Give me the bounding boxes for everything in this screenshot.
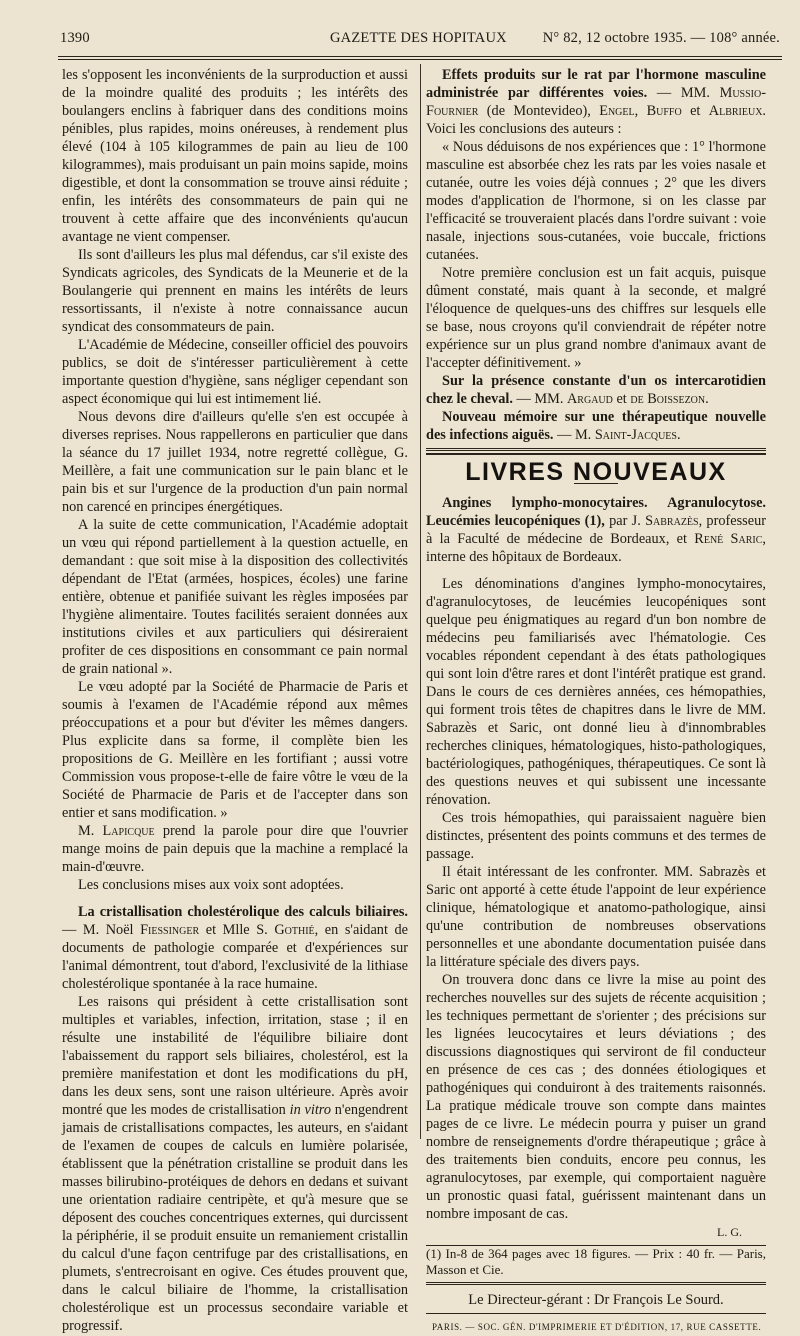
author-name: Saint-Jacques [594, 427, 677, 443]
running-header [60, 30, 780, 54]
author-name: Argaud [566, 391, 613, 407]
text-run: . [676, 427, 681, 443]
paragraph [62, 993, 408, 1335]
communication-entry [62, 903, 408, 993]
text-run: Les raisons qui président à cette cristallisation sont multiples et variables, infection, irritation, stase ; il en résulte une instabilité de l'équilibre biliaire dont l'abaissement du rapport sels biliaires, cholestérol, est la première manifestation et dont les modifications du pH, dans les deux sens, sont une raison ultérieure. Après avoir montré que les modes de cristallisation [62, 994, 408, 1118]
author-name: Sabrazès [645, 513, 699, 529]
text-run: (de Montevideo), [478, 103, 600, 119]
section-heading: LIVRES NOUVEAUX [465, 458, 727, 486]
footer-rule [426, 1282, 766, 1285]
author-name: Gothié [274, 922, 315, 938]
paragraph: Les dénominations d'angines lympho-monocytaires, d'agranulocytoses, de leucémies leucopéniques sont quelque peu énigmatiques au regard d'un bon nombre de médecins peu familiarisés avec l'hématologie. Ces vocables répondent cependant à des états pathologiques qui sont loin d'être rares et dont l'intérêt pratique est grand. Dans le cours de ces dernières années, ces hémopathies, qui forment trois têtes de chapitres dans le livre de MM. Sabrazès et Saric, ont donné lieu à d'innombrables recherches cliniques, hématologiques, histo-pathologiques, bactériologiques, pathogéniques, thérapeutiques. Ce sont là des questions neuves et qui subissent une incessante rénovation. [426, 576, 766, 808]
author-name: René Saric [694, 531, 763, 547]
footnote: (1) In-8 de 364 pages avec 18 figures. — Prix : 40 fr. — Paris, Masson et Cie. [426, 1246, 766, 1277]
text-run: par J. [604, 513, 646, 529]
author-name: Buffo [646, 103, 682, 119]
book-entry [426, 494, 766, 566]
communication-title: La cristallisation cholestérolique des calculs biliaires. [78, 904, 408, 920]
paragraph: Ces trois hémopathies, qui paraissaient naguère bien distinctes, présentent des points communs et des termes de passage. [426, 810, 766, 862]
section-rule [426, 453, 766, 455]
text-run: , professeur à la Faculté de médecine de Bordeaux, et [426, 513, 766, 547]
author-name: de Boissezon [630, 391, 706, 407]
author-name: Engel [599, 103, 635, 119]
text-run: — MM. [647, 85, 720, 101]
spacer [426, 566, 766, 575]
author-name: Fiessinger [140, 922, 200, 938]
director-line: Le Directeur-gérant : Dr François Le Sourd. [468, 1292, 724, 1308]
text-run: , interne des hôpitaux de Bordeaux. [426, 531, 766, 565]
paragraph: Les conclusions mises aux voix sont adoptées. [78, 877, 344, 893]
text-run: , en s'aidant de documents de pathologie comparée et d'expériences sur l'animal démontrent, tout d'abord, l'exclusivité de la lithiase cholestérolique spontanée à la race humaine. [62, 922, 408, 992]
paragraph: Ils sont d'ailleurs les plus mal défendus, car s'il existe des Syndicats agricoles, des Syndicats de la Meunerie et de la Boulangerie qui prennent en mains les intérêts de leurs ressortissants, il n'existe à notre connaissance aucun syndicat des consommateurs de pain. [62, 247, 408, 335]
text-run: et Mlle S. [199, 922, 275, 938]
paragraph [62, 822, 408, 876]
paragraph: A la suite de cette communication, l'Académie adoptait un vœu qui répond partiellement à la question actuelle, en demandant : que soit mise à la disposition des collectivités dépendant de l'Etat (armées, hospices, écoles) une farine entière, obtenue et panifiée suivant les règles imposées par l'hygiène alimentaire. Toutes facilités seraient données aux institutions civiles et aux particuliers qui désireraient profiter de ces dispositions en consommant ce pain normal de grain national ». [62, 517, 408, 677]
communication-entry [426, 372, 766, 408]
paragraph: L'Académie de Médecine, conseiller officiel des pouvoirs publics, se doit de s'intéresser particulièrement à cette importante question d'hygiène, sans négliger cependant son aspect économique qui lui est intimement lié. [62, 337, 408, 407]
paragraph: Il était intéressant de les confronter. MM. Sabrazès et Saric ont apporté à cette étude l'appoint de leur expérience clinique, hématologique et anatomo-pathologique, ainsi qu'une contribution de nombreuses observations personnelles et une abondante documentation puisée dans la littérature spéciale des divers pays. [426, 864, 766, 970]
paragraph: Nous devons dire d'ailleurs qu'elle s'en est occupée à diverses reprises. Nous rappellerons en particulier que dans la séance du 17 juillet 1934, notre regretté collègue, G. Meillère, a fait une communication sur le pain blanc et le pain bis et sur l'urgence de la production d'un pain normal non carencé en principes énergétiques. [62, 409, 408, 515]
header-rule-second [58, 59, 782, 60]
paragraph: On trouvera donc dans ce livre la mise au point des recherches nouvelles sur des sujets de récente acquisition ; les techniques permettant de s'orienter ; des précisions sur les lignées leucocytaires et leurs déviations ; des discussions diagnostiques qui serviront de fil conducteur en présence de ces cas ; des données étiologiques et pathogéniques qui conduiront à des traitements raisonnés. La pratique médicale trouve son compte dans maintes pages de ce livre. Le médecin pourra y puiser un grand nombre de renseignements d'ordre thérapeutique ; grâce à des traitements bien conduits, encore peu connus, les agranulocytoses, par exemple, qui comportaient naguère un pronostic quasi fatal, guérissent maintenant dans un nombre imposant de cas. [426, 972, 766, 1222]
section-rule [426, 448, 766, 451]
author-name: M. Lapicque [78, 823, 155, 839]
text-run: . Voici les conclusions des auteurs : [426, 103, 766, 137]
text-run: . [705, 391, 709, 407]
paragraph-text: prend la parole pour dire que l'ouvrier mange moins de pain depuis que la machine a remplacé la main-d'œuvre. [62, 823, 408, 875]
footer-rule [426, 1313, 766, 1314]
spacer [62, 894, 408, 903]
header-rule [58, 56, 782, 57]
issue-info: N° 82, 12 octobre 1935. — 108° année. [542, 30, 780, 46]
italic-term: in vitro [289, 1102, 331, 1118]
communication-title: Nouveau mémoire sur une thérapeutique nouvelle des infections aiguës. [426, 409, 766, 443]
communication-title: Sur la présence constante d'un os intercarotidien chez le cheval. [426, 373, 766, 407]
text-run: et [612, 391, 631, 407]
text-run: — M. Noël [62, 922, 141, 938]
communication-entry [426, 66, 766, 138]
text-run: n'engendrent jamais de cristallisations compactes, les auteurs, en s'aidant de l'examen de coupes de calculs en lumière polarisée, établissent que la pénétration cristalline se produit dans les masses bilirubino-protéiques de dehors en dedans et suivant une orientation radiaire centripète, et qu'à mesure que se déposent des couches concentriques externes, qui durcissent la périphérie, il se produit ensuite un remaniement cristallin du calcul d'une façon centrifuge par des cristallisations, en plumets, s'entrecroisant en ogive. Ces études prouvent que, dans le calcul biliaire de l'homme, la cristallisation cholestérolique est un processus secondaire variable et progressif. [62, 1102, 409, 1334]
communication-title: Effets produits sur le rat par l'hormone masculine administrée par différentes voies. [426, 67, 766, 101]
paragraph: Le vœu adopté par la Société de Pharmacie de Paris et soumis à l'examen de l'Académie répond aux mêmes préoccupations et a pour but d'éviter les mêmes dangers. Plus explicite dans sa forme, il complète bien les propositions de G. Meillère en les fortifiant ; aussi votre Commission vous propose-t-elle de faire vôtre le vœu de la Société de Pharmacie de Paris et de l'accepter dans son entier et sans modification. » [62, 679, 408, 821]
communication-entry [426, 408, 766, 444]
text-run: — MM. [512, 391, 567, 407]
author-name: Mussio-Fournier [426, 85, 766, 119]
text-run: — M. [553, 427, 595, 443]
printer-imprint: PARIS. — SOC. GÉN. D'IMPRIMERIE ET D'ÉDITION, 17, RUE CASSETTE. [432, 1322, 762, 1332]
right-column [426, 66, 766, 1336]
reviewer-signature: L. G. [717, 1225, 742, 1239]
journal-title: GAZETTE DES HOPITAUX [330, 30, 507, 46]
left-column [62, 66, 408, 1335]
text-run: et [681, 103, 709, 119]
book-title: Angines lympho-monocytaires. Agranulocytose. Leucémies leucopéniques (1), [426, 495, 766, 529]
paragraph: Notre première conclusion est un fait acquis, puisque dûment constaté, mais quant à la seconde, et malgré l'éloquence de quelques-uns des chiffres sur lesquels elle se base, nous croyons qu'il conviendrait de répéter notre expérience sur un plus grand nombre d'animaux avant de l'accepter définitivement. » [426, 265, 766, 371]
page-number: 1390 [60, 30, 90, 46]
paragraph: « Nous déduisons de nos expériences que : 1° l'hormone masculine est absorbée chez les rats par les voies nasale et cutanée, outre les voies déjà connues ; 2° que les divers modes d'application de l'hormone, si on les classe par l'efficacité se trouveraient placés dans l'ordre suivant : voie nasale, injections sous-cutanées, voie buccale, frictions cutanées. [426, 139, 766, 263]
author-name: Albrieux [708, 103, 763, 119]
paragraph: les s'opposent les inconvénients de la surproduction et aussi de la moindre qualité des produits ; les intérêts des boulangers enclins à fabriquer dans des conditions moins pénibles, plus rapides, moins onéreuses, à rendement plus élevé (104 à 105 kilogrammes de pain au lieu de 100 kilogrammes), mais produisant un pain moins sapide, moins digestible, et dont la consommation se trouve ainsi réduite ; enfin, les intérêts des consommateurs de pain qui ne trouvent à cette affaire que des inconvénients qu'aucun avantage ne vient compenser. [62, 67, 408, 245]
text-run: , [634, 103, 647, 119]
column-divider [420, 64, 421, 1139]
